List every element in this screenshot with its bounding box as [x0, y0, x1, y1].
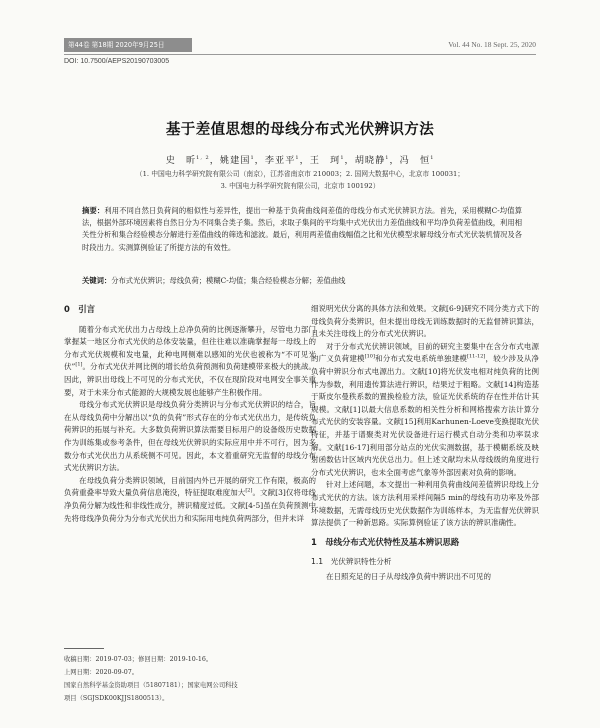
journal-issue-banner: 第44卷 第18期 2020年9月25日 [64, 38, 192, 52]
author-separator: ， [344, 155, 355, 166]
doi: DOI: 10.7500/AEPS20190703005 [64, 58, 170, 65]
right-column [311, 303, 539, 583]
author-name: 史 昕$^{1, 2}$ [165, 154, 210, 166]
author-name: 李亚平$^1$ [264, 154, 300, 166]
intro-paragraph: 母线分布式光伏辨识是母线负荷分类辨识与分布式光伏辨识的结合，旨在从母线负荷中分解出以“负的负荷”形式存在的分布式光伏出力，是传统负荷辨识的拓展与补充。大多数负荷辨识算法需要目标用户的设备级历史数据作为训练集或参考条件，但在母线光伏辨识的实际应用中并不可行，因为多数分布式光伏出力从系统侧不可见。因此，本文着重研究无监督的母线分布式光伏辨识方法。 [64, 400, 316, 473]
author-affiliation-mark: 1 [385, 154, 390, 161]
intro-paragraph: 随着分布式光伏出力占母线上总净负荷的比例逐渐攀升，尽管电力部门掌握某一地区分布式光伏的总体安装量，但往往难以准确掌握每一母线上的分布式光伏规模和发电量，此种电网侧难以感知的光伏也被称为“不可见光伏”[1]。分布式光伏并网比例的增长给负荷预测和负荷建模带来极大的挑战。因此，辨识出母线上不可见的分布式光伏，不仅在现阶段对电网安全事关重要，对于未来分布式能源的大规模发展也能够产生积极作用。 [64, 324, 316, 397]
body-paragraph: 细说明光伏分离的具体方法和效果。文献[6-9]研究不同分类方式下的母线负荷分类辨识，但未提出母线无训练数据时的无监督辨识算法，且未关注母线上的分布式光伏辨识。 [311, 304, 539, 339]
body-paragraph: 对于分布式光伏辨识领域，目前的研究主要集中在含分布式电源的广义负荷建模[10]和分布式发电系统单独建模[11-12]，较少涉及从净负荷中辨识分布式电源出力。文献[10]将光伏发电相对纯负荷的比例作为参数，利用遗传算法进行辨识，结果过于粗略。文献[14]构造基于斯皮尔曼秩系数的置换检验方法，验证光伏系统的存在性并估计其规模。文献[1]以最大信息系数的相关性分析和网格搜索方法计算分布式光伏的安装容量。文献[15]利用Karhunen-Loeve变换提取光伏特征，并基于谱聚类对光伏设备进行运行模式自动分类和功率误求解。文献[16-17]利用部分站点的光伏实测数据，基于模糊系统及映射函数估计区域内光伏总出力。但上述文献均未从母线级的角度进行分布式光伏辨识，也未全面考虑气象等外部因素对负荷的影响。 [311, 341, 540, 477]
footnote-funding-cont: 项目（SGJSDK00KJJS1800513）。 [64, 695, 169, 702]
footnote-received: 收稿日期：2019-07-03；修回日期：2019-10-16。 [64, 656, 213, 663]
author-separator: ， [254, 155, 265, 166]
author-affiliation-mark: 1, 2 [196, 154, 210, 161]
author-separator: ， [209, 155, 220, 166]
footnote-rule [64, 648, 104, 649]
footnote-funding: 国家自然科学基金资助项目（51807181）；国家电网公司科技 [64, 682, 238, 689]
header-rule [64, 54, 536, 55]
abstract [82, 205, 522, 254]
affiliation-line-2: 3. 中国电力科学研究院有限公司，北京市 100192） [220, 182, 380, 190]
keywords-text: 分布式光伏辨识；母线负荷；模糊C-均值；集合经验模态分解；差值曲线 [111, 276, 346, 285]
author-separator: ， [299, 155, 310, 166]
author-name: 胡晓静$^1$ [354, 154, 390, 166]
intro-heading: 0 引言 [64, 304, 95, 314]
left-column [64, 303, 316, 525]
intro-paragraph: 在母线负荷分类辨识领域，目前国内外已开展的研究工作有限，极高的负荷重叠率导致大量负荷信息淹没，特征提取难度加大[2]。文献[3]仅将母线净负荷分解为线性和非线性成分，辨识精度过低。文献[4-5]虽在负荷预测中先将母线净负荷分为分布式光伏出力和实际用电纯负荷两部分，但并未详 [64, 475, 317, 523]
journal-volume-info: Vol. 44 No. 18 Sept. 25, 2020 [448, 40, 536, 49]
abstract-text: 利用不同自然日负荷间的相似性与差异性，提出一种基于负荷曲线间差值的母线分布式光伏辨识方法。首先，采用模糊C-均值算法，根据外部环境因素将自然日分为不同集合类子集。然后，求取子集间的平均集中式光伏出力差值曲线和平均净负荷差值曲线，利用相关性分析和集合经验模态分解进行差值曲线的筛选和滤波。最后，利用两差值曲线幅值之比和光伏模型求解母线分布式光伏装机情况及各时段出力。实测算例验证了所提方法的有效性。 [82, 206, 522, 252]
keywords-label: 关键词： [82, 276, 112, 285]
author-affiliation-mark: 1 [430, 154, 435, 161]
author-separator: ， [389, 155, 400, 166]
author-affiliation-mark: 1 [250, 154, 255, 161]
author-affiliation-mark: 1 [295, 154, 300, 161]
section-heading: 1 母线分布式光伏特性及基本辨识思路 [311, 536, 460, 547]
author-name: 冯 恒$^1$ [399, 154, 435, 166]
body-paragraph: 针对上述问题，本文提出一种利用负荷曲线间差值辨识母线上分布式光伏的方法。该方法利用采样间隔5 min的母线有功功率及外部环境数据，无需母线历史光伏数据作为训练样本，为无监督光伏辨识算法提供了一种新思路。实际算例验证了该方法的辨识准确性。 [311, 480, 539, 528]
author-name: 姚建国$^1$ [219, 154, 255, 166]
author-affiliation-mark: 1 [340, 154, 345, 161]
keywords [82, 275, 522, 287]
subsection-heading: 1.1 光伏辨识特性分析 [311, 557, 392, 567]
abstract-label: 摘要： [82, 206, 105, 215]
author-name: 王 珂$^1$ [309, 154, 345, 166]
footnote-online: 上网日期：2020-09-07。 [64, 669, 139, 676]
body-paragraph: 在日照充足的日子从母线净负荷中辨识出不可见的 [326, 571, 491, 581]
affiliation-line-1: （1. 中国电力科学研究院有限公司（南京），江苏省南京市 210003；2. 国网大数据中心，北京市 100031； [135, 170, 465, 178]
author-list [0, 152, 600, 166]
paper-title: 基于差值思想的母线分布式光伏辨识方法 [165, 122, 435, 138]
